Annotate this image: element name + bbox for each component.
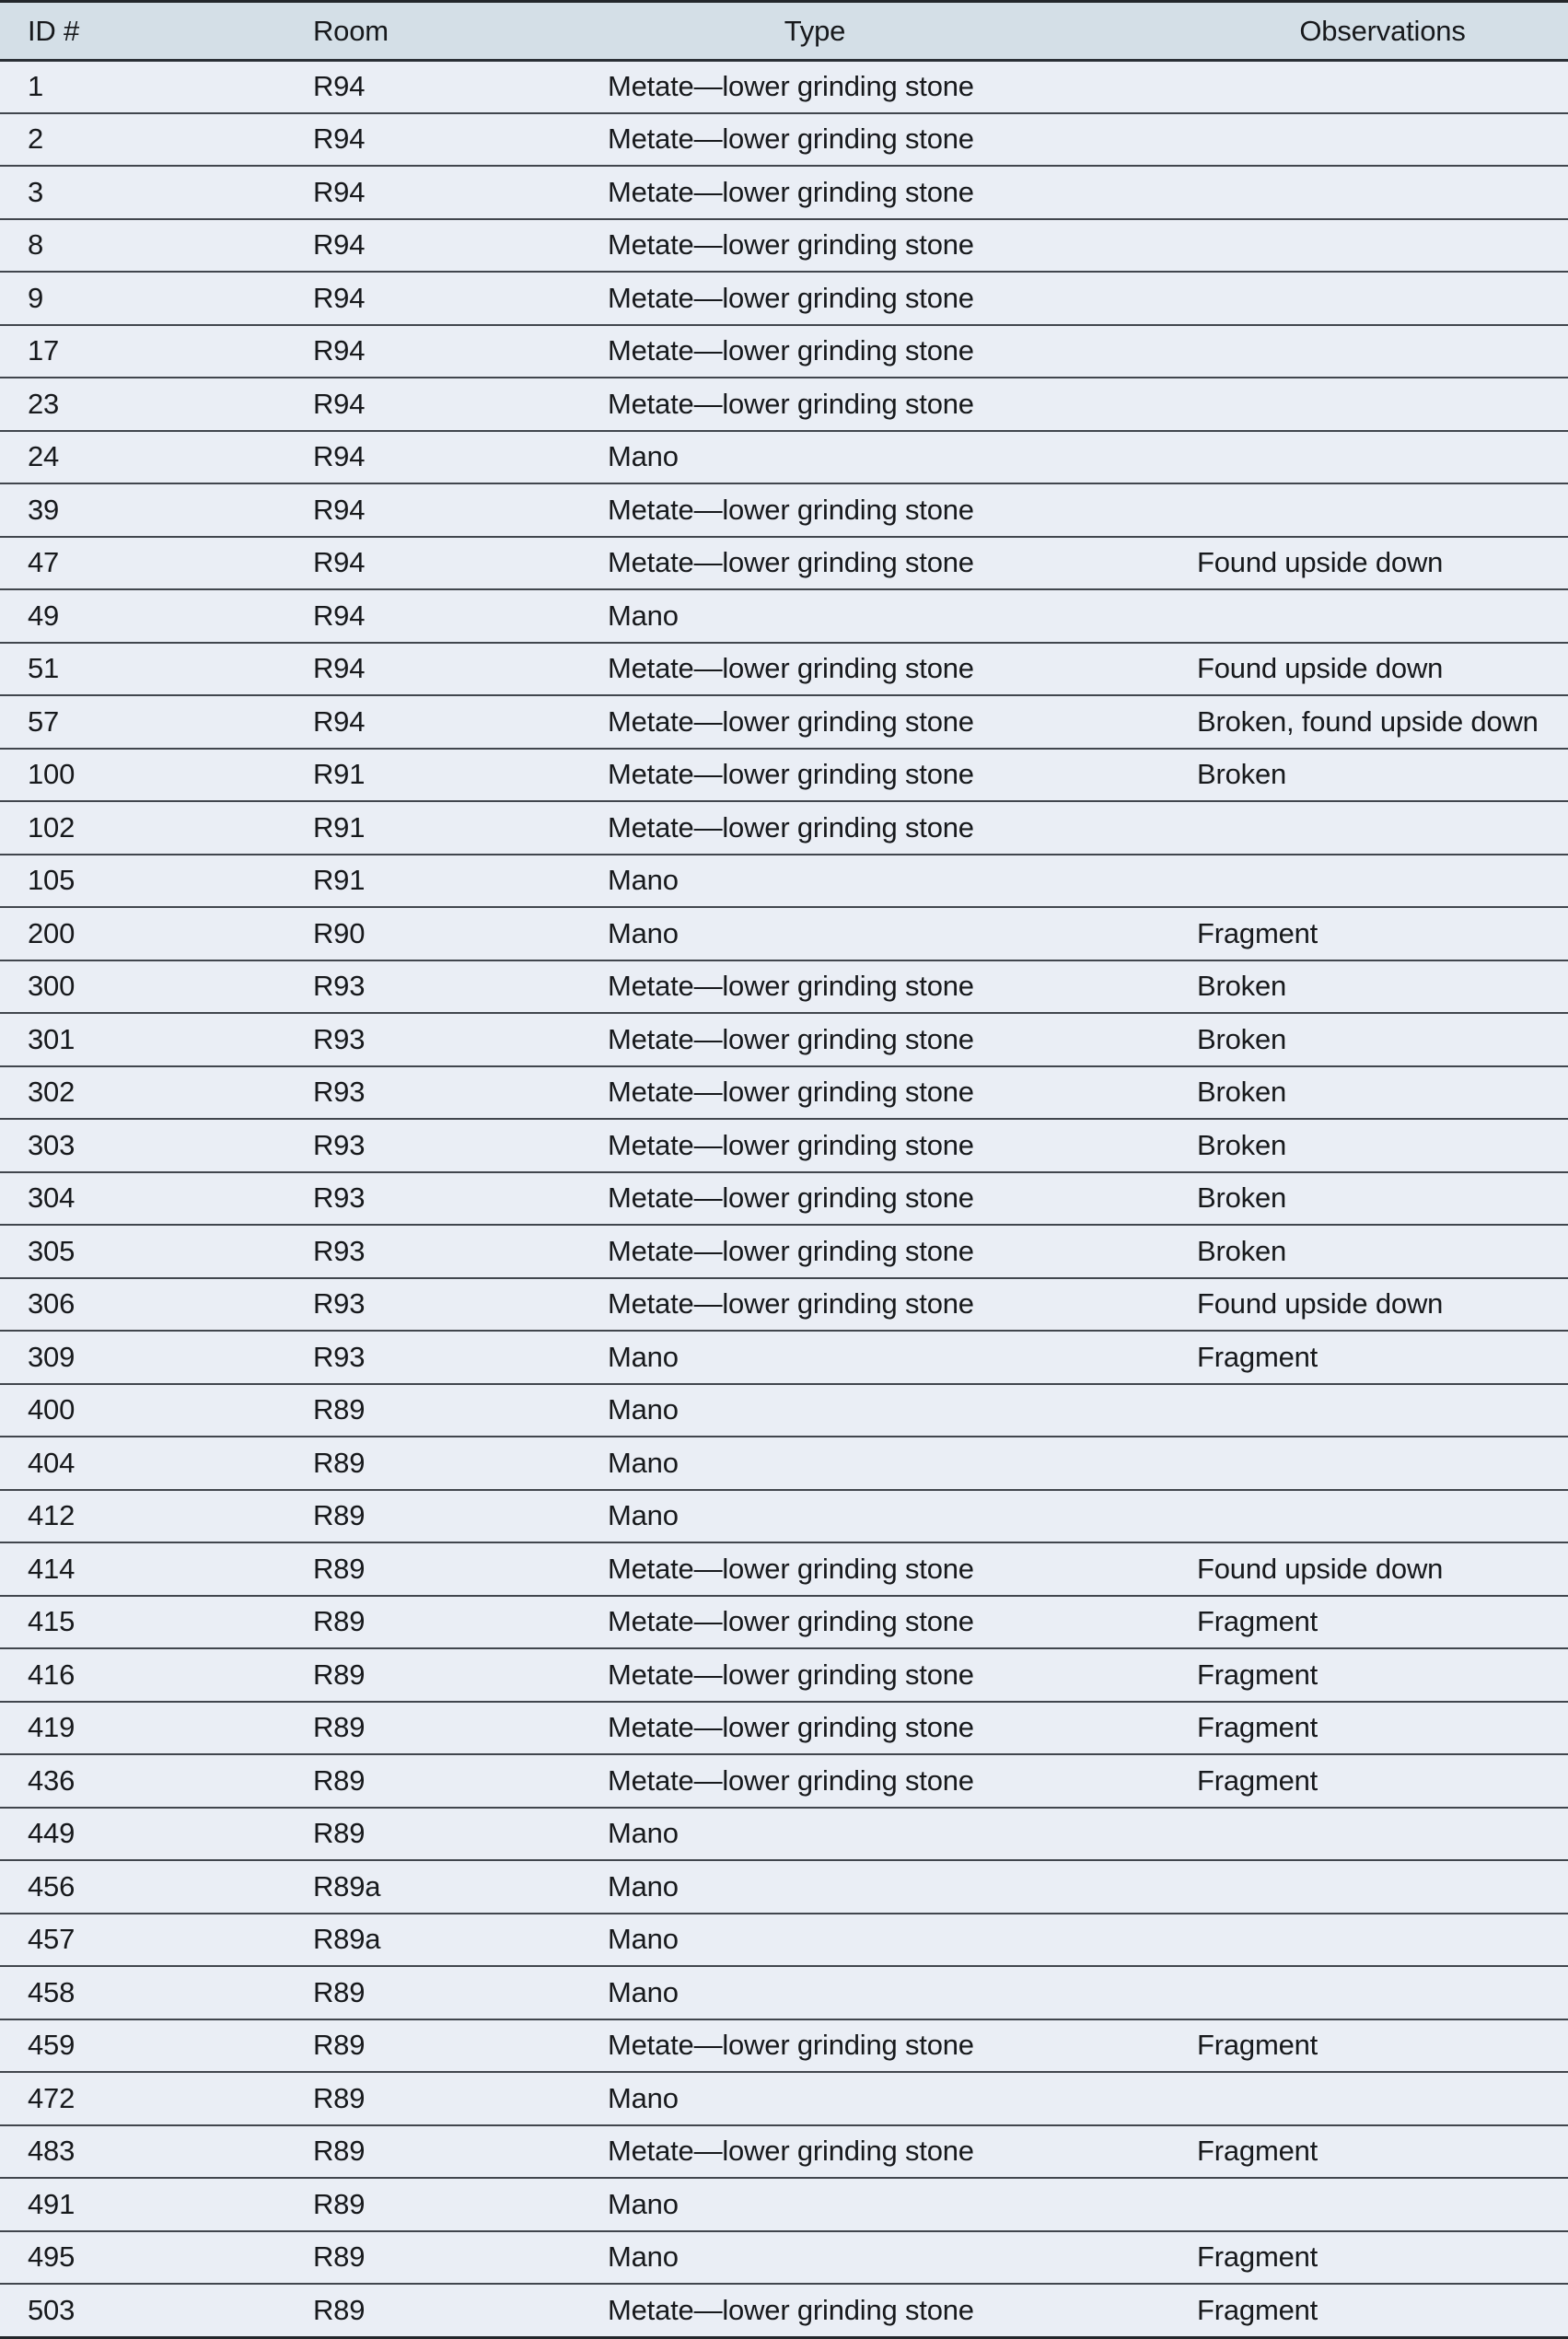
cell-room: R94 (313, 387, 366, 420)
cell-obs (1022, 1861, 1568, 1913)
cell-type: Metate—lower grinding stone (608, 810, 974, 844)
table-row (0, 1965, 1568, 2019)
cell-type: Metate—lower grinding stone (608, 70, 974, 103)
cell-id: 200 (28, 916, 75, 949)
table-row (0, 1647, 1568, 1701)
cell-room: R94 (313, 175, 366, 208)
cell-id: 449 (28, 1817, 75, 1850)
cell-obs (1022, 2179, 1568, 2230)
cell-id: 456 (28, 1869, 75, 1903)
cell-type: Metate—lower grinding stone (608, 387, 974, 420)
table-row (0, 1542, 1568, 1595)
cell-type: Metate—lower grinding stone (608, 175, 974, 208)
cell-room: R91 (313, 758, 366, 791)
table-row (0, 271, 1568, 324)
cell-obs (1022, 167, 1568, 218)
cell-obs (1022, 2073, 1568, 2124)
cell-id: 1 (28, 70, 44, 103)
cell-type: Metate—lower grinding stone (608, 970, 974, 1003)
cell-room: R89 (313, 1975, 366, 2008)
table-row (0, 748, 1568, 801)
cell-id: 414 (28, 1552, 75, 1585)
cell-room: R89 (313, 1446, 366, 1479)
cell-room: R93 (313, 1181, 366, 1215)
cell-type: Metate—lower grinding stone (608, 704, 974, 738)
cell-obs: Broken (1197, 1022, 1287, 1055)
cell-obs: Broken (1197, 1076, 1287, 1109)
cell-type: Metate—lower grinding stone (608, 758, 974, 791)
table-row (0, 483, 1568, 536)
cell-room: R89 (313, 1817, 366, 1850)
table-row (0, 2071, 1568, 2124)
cell-type: Metate—lower grinding stone (608, 122, 974, 156)
cell-obs: Fragment (1197, 1605, 1318, 1638)
cell-type: Mano (608, 440, 679, 473)
cell-obs (1022, 273, 1568, 324)
column-header-id: ID # (28, 14, 80, 47)
cell-type: Mano (608, 1446, 679, 1479)
cell-room: R89 (313, 1552, 366, 1585)
cell-room: R93 (313, 1234, 366, 1267)
cell-id: 457 (28, 1923, 75, 1956)
cell-obs: Fragment (1197, 1340, 1318, 1373)
cell-id: 24 (28, 440, 60, 473)
cell-type: Mano (608, 1499, 679, 1532)
cell-type: Metate—lower grinding stone (608, 281, 974, 314)
table-row (0, 430, 1568, 483)
table-row (0, 1595, 1568, 1648)
cell-id: 458 (28, 1975, 75, 2008)
cell-id: 412 (28, 1499, 75, 1532)
cell-id: 17 (28, 334, 60, 367)
cell-id: 57 (28, 704, 60, 738)
table-row (0, 377, 1568, 430)
cell-obs: Fragment (1197, 916, 1318, 949)
cell-id: 105 (28, 864, 75, 897)
cell-obs (1022, 1809, 1568, 1860)
column-header-type: Type (784, 14, 846, 47)
table-row (0, 960, 1568, 1013)
cell-obs: Fragment (1197, 2135, 1318, 2168)
cell-obs (1022, 1967, 1568, 2019)
table-row (0, 1383, 1568, 1437)
cell-id: 436 (28, 1763, 75, 1797)
table-row (0, 906, 1568, 960)
cell-id: 415 (28, 1605, 75, 1638)
cell-room: R89 (313, 1711, 366, 1744)
table-row (0, 1012, 1568, 1065)
cell-type: Metate—lower grinding stone (608, 546, 974, 579)
cell-room: R89 (313, 1393, 366, 1426)
cell-obs: Found upside down (1197, 1287, 1444, 1321)
table-row (0, 112, 1568, 166)
table-row (0, 1489, 1568, 1542)
cell-type: Metate—lower grinding stone (608, 228, 974, 262)
cell-id: 416 (28, 1658, 75, 1691)
cell-type: Mano (608, 1340, 679, 1373)
cell-id: 23 (28, 387, 60, 420)
table-row (0, 1171, 1568, 1225)
cell-type: Metate—lower grinding stone (608, 1658, 974, 1691)
cell-room: R89 (313, 1605, 366, 1638)
cell-obs (1022, 1914, 1568, 1966)
cell-obs: Broken (1197, 1181, 1287, 1215)
cell-type: Metate—lower grinding stone (608, 2135, 974, 2168)
table-row (0, 1065, 1568, 1119)
table-row (0, 165, 1568, 218)
cell-type: Mano (608, 2081, 679, 2114)
table-row (0, 59, 1568, 112)
cell-type: Metate—lower grinding stone (608, 1181, 974, 1215)
cell-type: Mano (608, 864, 679, 897)
cell-room: R94 (313, 334, 366, 367)
cell-room: R93 (313, 1128, 366, 1161)
cell-id: 503 (28, 2293, 75, 2326)
table-row (0, 642, 1568, 695)
cell-room: R94 (313, 122, 366, 156)
cell-id: 303 (28, 1128, 75, 1161)
column-header-observations: Observations (1299, 14, 1466, 47)
cell-obs: Fragment (1197, 1711, 1318, 1744)
cell-id: 8 (28, 228, 44, 262)
cell-id: 483 (28, 2135, 75, 2168)
cell-obs (1022, 114, 1568, 166)
cell-type: Metate—lower grinding stone (608, 1234, 974, 1267)
cell-type: Mano (608, 1817, 679, 1850)
cell-id: 306 (28, 1287, 75, 1321)
cell-room: R94 (313, 652, 366, 685)
cell-id: 400 (28, 1393, 75, 1426)
cell-type: Mano (608, 2187, 679, 2220)
cell-obs (1022, 1491, 1568, 1542)
table-row (0, 1277, 1568, 1331)
cell-room: R94 (313, 70, 366, 103)
cell-room: R89a (313, 1923, 381, 1956)
table-row (0, 218, 1568, 272)
cell-obs: Broken (1197, 1128, 1287, 1161)
table-row (0, 588, 1568, 642)
cell-room: R91 (313, 864, 366, 897)
cell-id: 495 (28, 2240, 75, 2274)
cell-obs (1022, 326, 1568, 378)
cell-id: 301 (28, 1022, 75, 1055)
table-row (0, 2230, 1568, 2284)
cell-type: Mano (608, 2240, 679, 2274)
table-row (0, 1224, 1568, 1277)
cell-type: Metate—lower grinding stone (608, 2293, 974, 2326)
cell-id: 459 (28, 2029, 75, 2062)
cell-room: R93 (313, 1076, 366, 1109)
cell-type: Metate—lower grinding stone (608, 2029, 974, 2062)
cell-type: Metate—lower grinding stone (608, 652, 974, 685)
table-row (0, 1330, 1568, 1383)
cell-type: Metate—lower grinding stone (608, 1287, 974, 1321)
cell-obs: Fragment (1197, 2240, 1318, 2274)
cell-id: 302 (28, 1076, 75, 1109)
table-row (0, 1701, 1568, 1754)
cell-obs: Broken, found upside down (1197, 704, 1539, 738)
cell-id: 2 (28, 122, 44, 156)
cell-room: R91 (313, 810, 366, 844)
cell-obs: Found upside down (1197, 1552, 1444, 1585)
table-row (0, 854, 1568, 907)
table-row (0, 1913, 1568, 1966)
table-row (0, 2177, 1568, 2230)
cell-obs: Fragment (1197, 2029, 1318, 2062)
cell-id: 404 (28, 1446, 75, 1479)
cell-id: 309 (28, 1340, 75, 1373)
table-row (0, 1753, 1568, 1807)
cell-type: Mano (608, 1923, 679, 1956)
cell-room: R94 (313, 440, 366, 473)
cell-type: Metate—lower grinding stone (608, 334, 974, 367)
cell-obs: Broken (1197, 758, 1287, 791)
table-row (0, 1807, 1568, 1860)
cell-id: 419 (28, 1711, 75, 1744)
cell-obs (1022, 590, 1568, 642)
cell-type: Metate—lower grinding stone (608, 1022, 974, 1055)
cell-room: R89 (313, 1763, 366, 1797)
cell-room: R94 (313, 704, 366, 738)
cell-obs (1022, 802, 1568, 854)
cell-type: Mano (608, 1975, 679, 2008)
cell-id: 49 (28, 599, 60, 632)
cell-type: Metate—lower grinding stone (608, 1128, 974, 1161)
cell-obs: Fragment (1197, 1658, 1318, 1691)
cell-room: R89a (313, 1869, 381, 1903)
cell-obs (1022, 432, 1568, 483)
column-header-room: Room (313, 14, 389, 47)
cell-room: R89 (313, 2135, 366, 2168)
table-row (0, 1859, 1568, 1913)
cell-id: 300 (28, 970, 75, 1003)
cell-id: 51 (28, 652, 60, 685)
table-header-row (0, 3, 1568, 59)
cell-room: R89 (313, 1658, 366, 1691)
cell-id: 39 (28, 493, 60, 526)
cell-obs: Found upside down (1197, 546, 1444, 579)
cell-room: R93 (313, 1022, 366, 1055)
cell-obs: Fragment (1197, 2293, 1318, 2326)
cell-type: Metate—lower grinding stone (608, 1605, 974, 1638)
cell-room: R94 (313, 228, 366, 262)
cell-type: Mano (608, 599, 679, 632)
cell-room: R94 (313, 493, 366, 526)
cell-obs: Broken (1197, 1234, 1287, 1267)
table-row (0, 1436, 1568, 1489)
cell-obs: Broken (1197, 970, 1287, 1003)
cell-id: 47 (28, 546, 60, 579)
cell-obs (1022, 484, 1568, 536)
cell-room: R94 (313, 281, 366, 314)
cell-id: 9 (28, 281, 44, 314)
cell-room: R89 (313, 2029, 366, 2062)
cell-obs (1022, 62, 1568, 112)
cell-room: R89 (313, 2081, 366, 2114)
table-row (0, 324, 1568, 378)
cell-obs (1022, 220, 1568, 272)
cell-type: Metate—lower grinding stone (608, 1076, 974, 1109)
table-row (0, 2124, 1568, 2178)
cell-id: 472 (28, 2081, 75, 2114)
cell-type: Mano (608, 1393, 679, 1426)
cell-obs (1022, 855, 1568, 907)
cell-id: 491 (28, 2187, 75, 2220)
table-row (0, 694, 1568, 748)
cell-id: 3 (28, 175, 44, 208)
cell-room: R89 (313, 2187, 366, 2220)
table-row (0, 800, 1568, 854)
cell-type: Mano (608, 1869, 679, 1903)
cell-obs (1022, 1437, 1568, 1489)
cell-obs (1022, 1385, 1568, 1437)
cell-id: 304 (28, 1181, 75, 1215)
cell-obs: Found upside down (1197, 652, 1444, 685)
table-row (0, 2019, 1568, 2072)
table-row (0, 536, 1568, 589)
table-body (0, 59, 1568, 2336)
table-row (0, 2283, 1568, 2336)
cell-room: R94 (313, 546, 366, 579)
cell-obs (1022, 378, 1568, 430)
cell-id: 100 (28, 758, 75, 791)
cell-type: Metate—lower grinding stone (608, 1763, 974, 1797)
cell-room: R89 (313, 2240, 366, 2274)
cell-type: Mano (608, 916, 679, 949)
cell-room: R90 (313, 916, 366, 949)
cell-room: R93 (313, 1340, 366, 1373)
cell-type: Metate—lower grinding stone (608, 493, 974, 526)
cell-room: R94 (313, 599, 366, 632)
cell-type: Metate—lower grinding stone (608, 1552, 974, 1585)
cell-room: R93 (313, 970, 366, 1003)
cell-room: R89 (313, 2293, 366, 2326)
cell-obs: Fragment (1197, 1763, 1318, 1797)
cell-type: Metate—lower grinding stone (608, 1711, 974, 1744)
cell-room: R93 (313, 1287, 366, 1321)
table-row (0, 1118, 1568, 1171)
cell-id: 305 (28, 1234, 75, 1267)
cell-id: 102 (28, 810, 75, 844)
cell-room: R89 (313, 1499, 366, 1532)
